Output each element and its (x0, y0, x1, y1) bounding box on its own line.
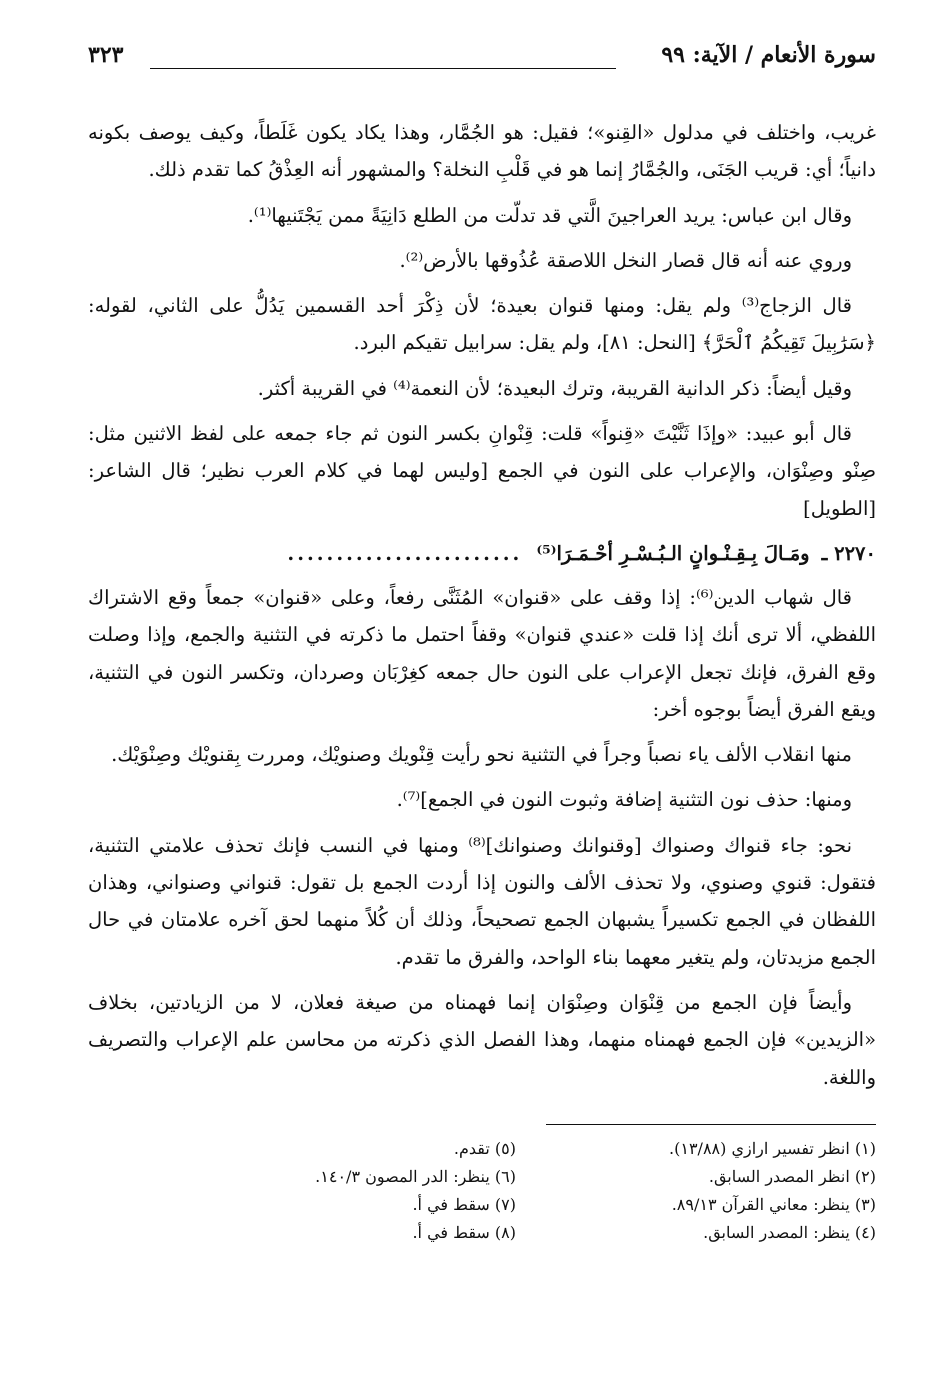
footnote: (٦) ينظر: الدر المصون ١٤٠/٣. (315, 1166, 516, 1186)
footnote: (٨) سقط في أ. (412, 1222, 516, 1242)
paragraph: قال أبو عبيد: «وإذَا ثَنَّيْتَ «قِنواً» قلت: قِنْوانِ بكسر النون ثم جاء جمعه على لفظ الاثنين مثل: صِنْو وصِنْوَان، والإعراب على النون في الجمع [وليس لهما في كلام العرب نظير؛ قال الشاعر: [الطويل] (88, 422, 876, 520)
footnote: (٣) ينظر: معاني القرآن ٨٩/١٣. (671, 1194, 876, 1214)
footnotes-left-column (196, 1135, 516, 1247)
page-number: ٣٢٣ (88, 42, 124, 68)
paragraph: وقال ابن عباس: يريد العراجينَ الَّتي قد تدلّت من الطلع دَانِيَةً ممن يَجْتَنيها⁽¹⁾. (247, 203, 852, 227)
paragraph: منها انقلاب الألف ياء نصباً وجراً في التثنية نحو رأيت قِنْويك وصنويْك، ومررت بِقنويْك وصِنْوَيْك. (111, 743, 852, 767)
page (88, 40, 876, 1247)
paragraph: قال شهاب الدين⁽⁶⁾: إذا وقف على «قنوان» المُثَنَّى رفعاً، وعلى «قنوان» جمعاً وقع الاشتراك اللفظي، ألا ترى أنك إذا قلت «عندي قنوان» وقفاً احتمل ما ذكرته في التثنية والجمع، وإذا وصلت وقع الفرق، فإنك تجعل الإعراب على النون حال جمعه كغِرْبَان وصردان، وتكسر النون في التثنية، ويقع الفرق أيضاً بوجوه أخر: (88, 585, 876, 721)
paragraph: ومنها: حذف نون التثنية إضافة وثبوت النون في الجمع]⁽⁷⁾. (396, 788, 852, 812)
footnote: (٢) انظر المصدر السابق. (708, 1166, 876, 1186)
footnote: (١) انظر تفسير ارازي (١٣/٨٨). (669, 1138, 876, 1158)
running-title: سورة الأنعام / الآية: ٩٩ (661, 42, 876, 68)
footnote: (٤) ينظر: المصدر السابق. (703, 1222, 876, 1242)
paragraph: وأيضاً فإن الجمع من قِنْوَان وصِنْوَان إنما فهمناه من صيغة فعلان، لا من الزيادتين، بخلاف «الزيدين» فإن الجمع فهمناه منهما، وهذا الفصل الذي ذكرته من محاسن علم الإعراب والتصريف واللغة. (88, 990, 876, 1089)
verse-number: ٢٢٧٠ ـ (821, 542, 876, 566)
footnote-rule (546, 1124, 876, 1125)
footnotes-right-column (556, 1135, 876, 1247)
footnotes (88, 1135, 876, 1247)
paragraph: وروي عنه أنه قال قصار النخل اللاصقة عُذُوقها بالأرض⁽²⁾. (399, 248, 852, 272)
paragraph: قال الزجاج⁽³⁾ ولم يقل: ومنها قنوان بعيدة؛ لأن ذِكْرَ أحد القسمين يَدُلُّ على الثاني، لقوله: ﴿سَرَٰبِيلَ تَقِيكُمُ ٱلْحَرَّ﴾ [النحل: ٨١]، ولم يقل: سرابيل تقيكم البرد. (88, 294, 876, 355)
header-rule (150, 68, 616, 69)
verse-dots: ........................ (287, 542, 523, 566)
paragraph: نحو: جاء قنواك وصنواك [وقنوانك وصنوانك]⁽⁸⁾ ومنها في النسب فإنك تحذف علامتي التثنية، فتقول: قنوي وصنوي، ولا تحذف الألف والنون إذا أردت الجمع بل تقول: قنواني وصنواني، وهذان اللفظان في الجمع تكسيراً يشبهان الجمع تصحيحاً، وذلك أن كُلاً منهما لحق آخره علامتان في حال الجمع مزيدتان، ولم يتغير معهما بناء الواحد، والفرق ما تقدم. (88, 833, 876, 969)
verse-text: ومَـالَ بِـقِـنْـوانٍ الـبُـسْـرِ أحْـمَـرَا⁽⁵⁾ (536, 542, 810, 566)
page-header (88, 40, 876, 76)
paragraph: غريب، واختلف في مدلول «القِنو»؛ فقيل: هو الجُمَّار، وهذا يكاد يكون غَلَطاً، وكيف يوصف بكونه دانياً؛ أي: قريب الجَنَى، والجُمَّارُ إنما هو في قَلْبِ النخلة؟ والمشهور أنه العِذْقُ كما تقدم ذلك. (88, 121, 876, 182)
footnote: (٥) تقدم. (453, 1138, 516, 1158)
poem-verse (88, 535, 876, 573)
paragraph: وقيل أيضاً: ذكر الدانية القريبة، وترك البعيدة؛ لأن النعمة⁽⁴⁾ في القريبة أكثر. (257, 376, 852, 400)
main-text (88, 114, 876, 1096)
footnote: (٧) سقط في أ. (412, 1194, 516, 1214)
